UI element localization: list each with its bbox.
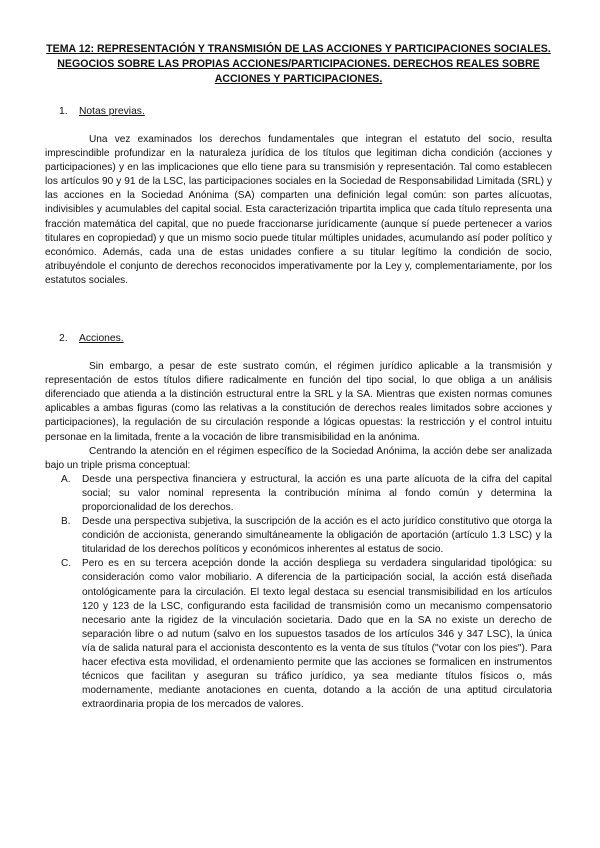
list-marker: B.: [61, 516, 71, 528]
list-marker: A.: [61, 473, 71, 485]
body-paragraph: Una vez examinados los derechos fundamentales que integran el estatuto del socio, resulta imprescindible profundizar en la naturaleza jurídica de los títulos que legitiman dicha condición (acciones y participaciones) y en las implicaciones que ello tiene para su transmisión y representación. Tal como establecen los artículos 90 y 91 de la LSC, las participaciones sociales en la Sociedad de Responsabilidad Limitada (SRL) y las acciones en la Sociedad Anónima (SA) comparten una definición legal común: son partes alícuotas, indivisibles y acumulables del capital social. Esta caracterización tripartita implica que cada título representa una fracción matemática del capital, que no puede fraccionarse jurídicamente (aunque sí puede pertenecer a varios titulares en copropiedad) y que un mismo socio puede titular múltiples unidades, acumulando así poder político y económico. Además, cada una de estas unidades confiere a su titular legítimo la condición de socio, atribuyéndole el conjunto de derechos reconocidos imperativamente por la Ley y, complementariamente, por los estatutos sociales.: [45, 134, 552, 286]
list-marker: C.: [61, 558, 72, 570]
list-item: [45, 473, 552, 515]
section-title: Acciones.: [79, 333, 124, 345]
section-number: 2.: [59, 333, 68, 345]
body-paragraph: Sin embargo, a pesar de este sustrato común, el régimen jurídico aplicable a la transmisión y representación de estos títulos difiere radicalmente en función del tipo social, lo que obliga a un análisis diferenciado que atienda a la distinción estructural entre la SRL y la SA. Mientras que existen normas comunes aplicables a ambas figuras (como las relativas a la constitución de derechos reales limitados sobre acciones y participaciones), la regulación de su circulación responde a lógicas opuestas: la restricción y el control intuitu personae en la limitada, frente a la vocación de libre transmisibilidad en la anónima.: [45, 361, 552, 443]
section-title: Notas previas.: [79, 106, 145, 117]
lettered-list: [45, 473, 552, 713]
section-notas-previas: [45, 105, 552, 288]
list-item: [45, 515, 552, 557]
list-item-text: Pero es en su tercera acepción donde la acción despliega su verdadera singularidad tipológica: su consideración como valor mobiliario. A diferencia de la participación social, la acción está diseñada ontológicamente para la circulación. El texto legal destaca su esencial transmisibilidad en los artículos 120 y 123 de la LSC, configurando esta facilidad de transmisión como un mecanismo compensatorio necesario ante la rigidez de la vinculación societaria. Dado que en la SA no existe un derecho de separación libre o ad nutum (salvo en los supuestos tasados de los artículos 346 y 347 LSC), la única vía de salida natural para el accionista descontento es la venta de sus títulos ("votar con los pies"). Para hacer efectiva esta movilidad, el ordenamiento permite que las acciones se formalicen en instrumentos técnicos que facilitan y aseguran su tráfico jurídico, ya sea mediante títulos físicos o, más modernamente, mediante anotaciones en cuenta, dotando a la acción de una aptitud circulatoria extraordinaria propia de los mercados de valores.: [82, 558, 552, 711]
body-paragraph: Centrando la atención en el régimen específico de la Sociedad Anónima, la acción debe ser analizada bajo un triple prisma conceptual:: [45, 445, 552, 471]
list-item-text: Desde una perspectiva subjetiva, la suscripción de la acción es el acto jurídico constitutivo que otorga la condición de accionista, generando simultáneamente la obligación de aportación (artículo 1.3 LSC) y la titularidad de los derechos políticos y económicos inherentes al estatus de socio.: [82, 516, 552, 556]
section-number: 1.: [59, 106, 68, 117]
section-heading: [59, 105, 552, 119]
list-item-text: Desde una perspectiva financiera y estructural, la acción es una parte alícuota de la cifra del capital social; su valor nominal representa la contribución mínima al fondo común y determina la proporcionalidad de los derechos.: [82, 473, 552, 513]
section-acciones: [45, 332, 552, 712]
section-heading: [59, 332, 552, 346]
list-item: [45, 557, 552, 712]
document-title: TEMA 12: REPRESENTACIÓN Y TRANSMISIÓN DE LAS ACCIONES Y PARTICIPACIONES SOCIALES. NEGOCIOS SOBRE LAS PROPIAS ACCIONES/PARTICIPACIONES. DERECHOS REALES SOBRE ACCIONES Y PARTICIPACIONES.: [46, 43, 551, 85]
section-spacer: [45, 288, 552, 332]
